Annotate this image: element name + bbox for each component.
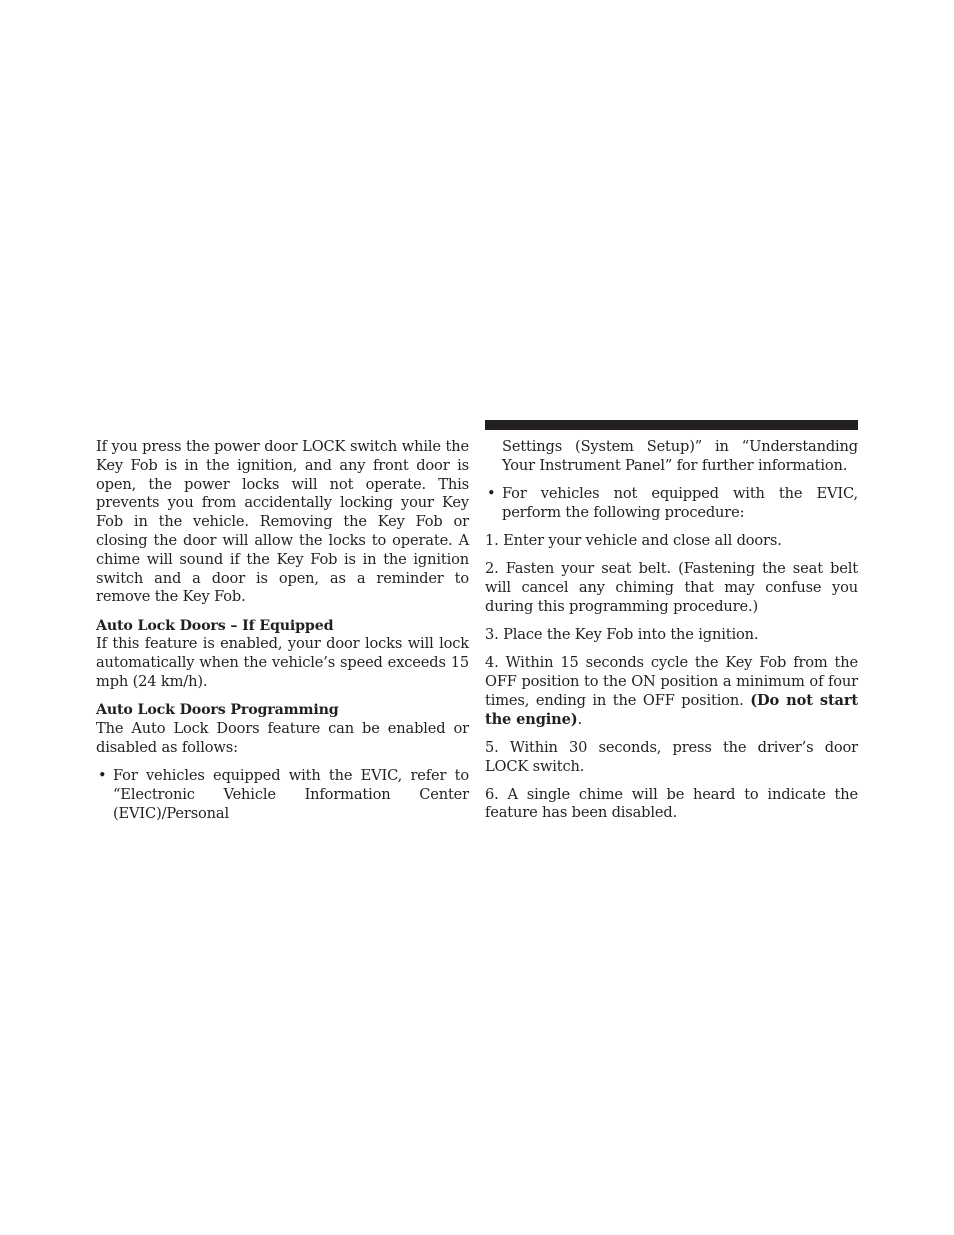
bullet-evic [96, 767, 469, 823]
right-column [485, 438, 858, 833]
step-5: 5. Within 30 seconds, press the driver’s door LOCK switch. [485, 738, 858, 775]
programming-paragraph: The Auto Lock Doors feature can be enabled or disabled as follows: [96, 719, 469, 756]
bullet-marker: • [98, 766, 107, 784]
step-6: 6. A single chime will be heard to indicate the feature has been disabled. [485, 785, 858, 822]
auto-lock-paragraph: If this feature is enabled, your door locks will lock automatically when the vehicle’s speed exceeds 15 mph (24 km/h). [96, 635, 469, 690]
heading-auto-lock-doors: Auto Lock Doors – If Equipped [96, 617, 334, 634]
step-3: 3. Place the Key Fob into the ignition. [485, 625, 759, 643]
bullet-no-evic [485, 485, 858, 523]
intro-paragraph: If you press the power door LOCK switch while the Key Fob is in the ignition, and any front door is open, the power locks will not operate. This prevents you from accidentally locking your Key Fob in the vehicle. Removing the Key Fob or closing the door will allow the locks to operate. A chime will sound if the Key Fob is in the ignition switch and a door is open, as a reminder to remove the Key Fob. [96, 438, 469, 606]
section-header-bar [485, 420, 858, 430]
bullet-marker: • [487, 484, 496, 502]
step-4-text: 4. Within 15 seconds cycle the Key Fob from the OFF position to the ON position a minimum of four times, ending in the OFF position. [485, 654, 858, 709]
bullet-evic-text: For vehicles equipped with the EVIC, refer to “Electronic Vehicle Information Center (EVIC)/Personal [113, 766, 469, 822]
step-4-end: . [577, 710, 583, 728]
step-4-warning: (Do not start the engine) [485, 691, 858, 728]
step-1: 1. Enter your vehicle and close all doors. [485, 531, 782, 549]
left-column [96, 438, 469, 833]
step-2: 2. Fasten your seat belt. (Fastening the seat belt will cancel any chiming that may confuse you during this programming procedure.) [485, 560, 858, 615]
heading-auto-lock-programming: Auto Lock Doors Programming [96, 702, 339, 719]
bullet-no-evic-text: For vehicles not equipped with the EVIC, perform the following procedure: [502, 484, 858, 521]
step-4 [485, 654, 858, 729]
bullet-evic-continued: Settings (System Setup)” in “Understanding Your Instrument Panel” for further information. [502, 438, 858, 474]
